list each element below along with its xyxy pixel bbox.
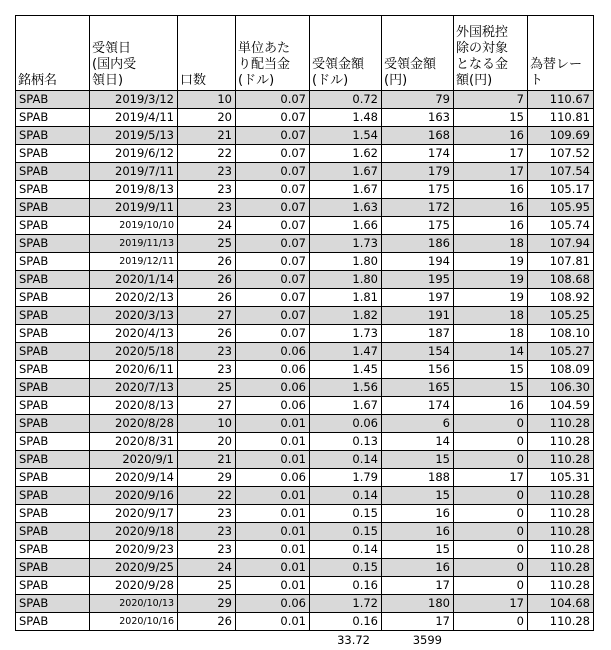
cell-received-date: 2020/5/18	[90, 343, 178, 361]
cell-units: 26	[178, 271, 236, 289]
cell-amount-usd: 1.72	[310, 595, 382, 613]
cell-dividend-per-unit-usd: 0.01	[236, 577, 310, 595]
cell-units: 20	[178, 109, 236, 127]
total-usd: 33.72	[337, 633, 370, 647]
cell-received-date: 2019/10/10	[90, 217, 178, 235]
cell-amount-jpy: 17	[382, 577, 454, 595]
cell-stock-name: SPAB	[16, 361, 90, 379]
cell-dividend-per-unit-usd: 0.01	[236, 523, 310, 541]
cell-amount-usd: 0.15	[310, 505, 382, 523]
cell-dividend-per-unit-usd: 0.06	[236, 343, 310, 361]
table-row	[16, 127, 594, 145]
table-row	[16, 469, 594, 487]
cell-received-date: 2020/8/28	[90, 415, 178, 433]
cell-foreign-tax-credit-jpy: 16	[454, 127, 528, 145]
cell-amount-jpy: 15	[382, 451, 454, 469]
cell-dividend-per-unit-usd: 0.07	[236, 145, 310, 163]
cell-dividend-per-unit-usd: 0.01	[236, 415, 310, 433]
cell-stock-name: SPAB	[16, 271, 90, 289]
cell-stock-name: SPAB	[16, 289, 90, 307]
cell-amount-jpy: 188	[382, 469, 454, 487]
cell-amount-jpy: 6	[382, 415, 454, 433]
cell-units: 25	[178, 235, 236, 253]
table-row	[16, 163, 594, 181]
cell-stock-name: SPAB	[16, 379, 90, 397]
cell-foreign-tax-credit-jpy: 0	[454, 505, 528, 523]
cell-units: 23	[178, 505, 236, 523]
cell-foreign-tax-credit-jpy: 0	[454, 523, 528, 541]
cell-units: 21	[178, 451, 236, 469]
cell-units: 26	[178, 613, 236, 631]
cell-exchange-rate: 110.67	[528, 91, 594, 109]
cell-exchange-rate: 105.17	[528, 181, 594, 199]
cell-amount-usd: 1.81	[310, 289, 382, 307]
cell-received-date: 2020/4/13	[90, 325, 178, 343]
cell-foreign-tax-credit-jpy: 0	[454, 415, 528, 433]
cell-amount-usd: 0.16	[310, 613, 382, 631]
cell-exchange-rate: 105.31	[528, 469, 594, 487]
cell-amount-jpy: 197	[382, 289, 454, 307]
table-row	[16, 613, 594, 631]
cell-dividend-per-unit-usd: 0.07	[236, 127, 310, 145]
cell-amount-usd: 1.82	[310, 307, 382, 325]
table-row	[16, 379, 594, 397]
cell-received-date: 2020/9/28	[90, 577, 178, 595]
cell-received-date: 2020/9/23	[90, 541, 178, 559]
cell-amount-jpy: 15	[382, 541, 454, 559]
cell-received-date: 2020/6/11	[90, 361, 178, 379]
cell-foreign-tax-credit-jpy: 15	[454, 361, 528, 379]
cell-amount-usd: 0.14	[310, 451, 382, 469]
cell-dividend-per-unit-usd: 0.07	[236, 235, 310, 253]
cell-amount-usd: 1.67	[310, 397, 382, 415]
cell-units: 23	[178, 361, 236, 379]
table-row	[16, 415, 594, 433]
cell-received-date: 2020/9/25	[90, 559, 178, 577]
cell-received-date: 2019/8/13	[90, 181, 178, 199]
cell-units: 24	[178, 217, 236, 235]
cell-foreign-tax-credit-jpy: 19	[454, 271, 528, 289]
cell-amount-usd: 1.54	[310, 127, 382, 145]
cell-received-date: 2020/7/13	[90, 379, 178, 397]
cell-amount-jpy: 79	[382, 91, 454, 109]
table-row	[16, 487, 594, 505]
table-row	[16, 361, 594, 379]
cell-received-date: 2020/10/16	[90, 613, 178, 631]
cell-stock-name: SPAB	[16, 145, 90, 163]
cell-foreign-tax-credit-jpy: 0	[454, 451, 528, 469]
table-row	[16, 235, 594, 253]
cell-stock-name: SPAB	[16, 487, 90, 505]
cell-exchange-rate: 110.28	[528, 505, 594, 523]
cell-amount-usd: 0.15	[310, 523, 382, 541]
cell-amount-jpy: 195	[382, 271, 454, 289]
cell-amount-jpy: 180	[382, 595, 454, 613]
table-row	[16, 145, 594, 163]
cell-units: 23	[178, 199, 236, 217]
table-row	[16, 577, 594, 595]
cell-received-date: 2019/5/13	[90, 127, 178, 145]
cell-received-date: 2020/3/13	[90, 307, 178, 325]
cell-foreign-tax-credit-jpy: 18	[454, 307, 528, 325]
cell-exchange-rate: 108.10	[528, 325, 594, 343]
cell-exchange-rate: 110.28	[528, 487, 594, 505]
cell-foreign-tax-credit-jpy: 0	[454, 613, 528, 631]
cell-amount-usd: 1.56	[310, 379, 382, 397]
cell-stock-name: SPAB	[16, 415, 90, 433]
cell-foreign-tax-credit-jpy: 0	[454, 433, 528, 451]
cell-dividend-per-unit-usd: 0.07	[236, 199, 310, 217]
table-row	[16, 109, 594, 127]
cell-dividend-per-unit-usd: 0.01	[236, 451, 310, 469]
table-row	[16, 559, 594, 577]
cell-dividend-per-unit-usd: 0.07	[236, 289, 310, 307]
cell-amount-jpy: 168	[382, 127, 454, 145]
cell-amount-jpy: 186	[382, 235, 454, 253]
cell-amount-usd: 1.67	[310, 163, 382, 181]
table-row	[16, 343, 594, 361]
cell-amount-usd: 1.47	[310, 343, 382, 361]
cell-amount-usd: 1.48	[310, 109, 382, 127]
dividend-table	[15, 15, 594, 631]
cell-units: 27	[178, 307, 236, 325]
cell-amount-usd: 0.13	[310, 433, 382, 451]
cell-units: 23	[178, 163, 236, 181]
cell-foreign-tax-credit-jpy: 19	[454, 289, 528, 307]
cell-foreign-tax-credit-jpy: 18	[454, 325, 528, 343]
cell-stock-name: SPAB	[16, 577, 90, 595]
cell-dividend-per-unit-usd: 0.06	[236, 379, 310, 397]
cell-amount-jpy: 163	[382, 109, 454, 127]
cell-exchange-rate: 110.28	[528, 577, 594, 595]
cell-foreign-tax-credit-jpy: 0	[454, 487, 528, 505]
cell-foreign-tax-credit-jpy: 15	[454, 109, 528, 127]
table-row	[16, 433, 594, 451]
cell-stock-name: SPAB	[16, 397, 90, 415]
cell-dividend-per-unit-usd: 0.07	[236, 109, 310, 127]
cell-dividend-per-unit-usd: 0.06	[236, 595, 310, 613]
cell-dividend-per-unit-usd: 0.01	[236, 613, 310, 631]
cell-exchange-rate: 108.92	[528, 289, 594, 307]
cell-received-date: 2019/4/11	[90, 109, 178, 127]
cell-dividend-per-unit-usd: 0.06	[236, 397, 310, 415]
cell-units: 10	[178, 91, 236, 109]
cell-dividend-per-unit-usd: 0.07	[236, 325, 310, 343]
cell-units: 26	[178, 289, 236, 307]
cell-exchange-rate: 107.54	[528, 163, 594, 181]
table-row	[16, 523, 594, 541]
cell-foreign-tax-credit-jpy: 18	[454, 235, 528, 253]
cell-amount-jpy: 14	[382, 433, 454, 451]
cell-units: 21	[178, 127, 236, 145]
cell-amount-usd: 1.45	[310, 361, 382, 379]
cell-exchange-rate: 110.28	[528, 613, 594, 631]
header-row	[16, 16, 594, 91]
table-row	[16, 271, 594, 289]
table-row	[16, 541, 594, 559]
cell-units: 27	[178, 397, 236, 415]
cell-foreign-tax-credit-jpy: 16	[454, 199, 528, 217]
cell-amount-jpy: 165	[382, 379, 454, 397]
cell-received-date: 2019/9/11	[90, 199, 178, 217]
cell-dividend-per-unit-usd: 0.06	[236, 469, 310, 487]
cell-exchange-rate: 109.69	[528, 127, 594, 145]
cell-amount-usd: 1.63	[310, 199, 382, 217]
cell-foreign-tax-credit-jpy: 15	[454, 379, 528, 397]
cell-received-date: 2019/12/11	[90, 253, 178, 271]
cell-amount-usd: 1.66	[310, 217, 382, 235]
cell-stock-name: SPAB	[16, 595, 90, 613]
cell-stock-name: SPAB	[16, 253, 90, 271]
cell-foreign-tax-credit-jpy: 7	[454, 91, 528, 109]
cell-dividend-per-unit-usd: 0.01	[236, 541, 310, 559]
cell-received-date: 2020/10/13	[90, 595, 178, 613]
cell-foreign-tax-credit-jpy: 19	[454, 253, 528, 271]
cell-amount-usd: 0.06	[310, 415, 382, 433]
header-units: 口数	[178, 16, 236, 91]
cell-amount-jpy: 179	[382, 163, 454, 181]
cell-dividend-per-unit-usd: 0.06	[236, 361, 310, 379]
cell-exchange-rate: 110.28	[528, 541, 594, 559]
cell-dividend-per-unit-usd: 0.07	[236, 271, 310, 289]
cell-units: 10	[178, 415, 236, 433]
cell-amount-jpy: 16	[382, 559, 454, 577]
cell-foreign-tax-credit-jpy: 17	[454, 595, 528, 613]
cell-amount-usd: 0.14	[310, 541, 382, 559]
cell-stock-name: SPAB	[16, 451, 90, 469]
cell-dividend-per-unit-usd: 0.07	[236, 163, 310, 181]
cell-exchange-rate: 104.68	[528, 595, 594, 613]
cell-stock-name: SPAB	[16, 217, 90, 235]
cell-exchange-rate: 105.25	[528, 307, 594, 325]
cell-amount-jpy: 194	[382, 253, 454, 271]
cell-received-date: 2020/9/18	[90, 523, 178, 541]
cell-dividend-per-unit-usd: 0.07	[236, 307, 310, 325]
cell-amount-usd: 0.14	[310, 487, 382, 505]
cell-dividend-per-unit-usd: 0.07	[236, 217, 310, 235]
cell-amount-jpy: 175	[382, 217, 454, 235]
cell-stock-name: SPAB	[16, 181, 90, 199]
cell-amount-usd: 1.73	[310, 325, 382, 343]
cell-received-date: 2020/1/14	[90, 271, 178, 289]
header-amount-usd: 受領金額 (ドル)	[310, 16, 382, 91]
cell-units: 22	[178, 145, 236, 163]
cell-received-date: 2019/6/12	[90, 145, 178, 163]
cell-stock-name: SPAB	[16, 91, 90, 109]
cell-foreign-tax-credit-jpy: 16	[454, 181, 528, 199]
cell-received-date: 2020/9/14	[90, 469, 178, 487]
table-row	[16, 217, 594, 235]
table-row	[16, 289, 594, 307]
table-row	[16, 91, 594, 109]
cell-exchange-rate: 105.95	[528, 199, 594, 217]
header-dividend-per-unit-usd: 単位あた り配当金 (ドル)	[236, 16, 310, 91]
cell-amount-usd: 1.79	[310, 469, 382, 487]
cell-exchange-rate: 104.59	[528, 397, 594, 415]
cell-amount-jpy: 174	[382, 145, 454, 163]
cell-received-date: 2020/9/1	[90, 451, 178, 469]
cell-stock-name: SPAB	[16, 163, 90, 181]
cell-foreign-tax-credit-jpy: 17	[454, 469, 528, 487]
cell-stock-name: SPAB	[16, 235, 90, 253]
cell-received-date: 2019/7/11	[90, 163, 178, 181]
table-row	[16, 253, 594, 271]
cell-units: 20	[178, 433, 236, 451]
cell-received-date: 2019/11/13	[90, 235, 178, 253]
cell-stock-name: SPAB	[16, 505, 90, 523]
cell-dividend-per-unit-usd: 0.01	[236, 487, 310, 505]
cell-stock-name: SPAB	[16, 469, 90, 487]
cell-received-date: 2020/9/16	[90, 487, 178, 505]
cell-amount-jpy: 174	[382, 397, 454, 415]
cell-received-date: 2020/2/13	[90, 289, 178, 307]
cell-amount-jpy: 175	[382, 181, 454, 199]
cell-units: 25	[178, 577, 236, 595]
cell-amount-usd: 0.15	[310, 559, 382, 577]
cell-stock-name: SPAB	[16, 559, 90, 577]
cell-amount-jpy: 187	[382, 325, 454, 343]
cell-dividend-per-unit-usd: 0.07	[236, 91, 310, 109]
cell-units: 24	[178, 559, 236, 577]
table-row	[16, 505, 594, 523]
header-exchange-rate: 為替レート	[528, 16, 594, 91]
cell-exchange-rate: 110.28	[528, 451, 594, 469]
cell-received-date: 2020/8/31	[90, 433, 178, 451]
table-row	[16, 307, 594, 325]
cell-amount-jpy: 154	[382, 343, 454, 361]
cell-foreign-tax-credit-jpy: 0	[454, 559, 528, 577]
cell-stock-name: SPAB	[16, 307, 90, 325]
table-row	[16, 397, 594, 415]
header-amount-jpy: 受領金額 (円)	[382, 16, 454, 91]
cell-units: 26	[178, 253, 236, 271]
cell-dividend-per-unit-usd: 0.07	[236, 253, 310, 271]
cell-exchange-rate: 107.81	[528, 253, 594, 271]
cell-amount-usd: 1.67	[310, 181, 382, 199]
cell-units: 22	[178, 487, 236, 505]
cell-amount-usd: 1.73	[310, 235, 382, 253]
cell-foreign-tax-credit-jpy: 17	[454, 163, 528, 181]
cell-exchange-rate: 110.81	[528, 109, 594, 127]
table-row	[16, 199, 594, 217]
cell-amount-jpy: 16	[382, 505, 454, 523]
cell-stock-name: SPAB	[16, 199, 90, 217]
cell-stock-name: SPAB	[16, 613, 90, 631]
cell-dividend-per-unit-usd: 0.01	[236, 559, 310, 577]
cell-amount-jpy: 16	[382, 523, 454, 541]
cell-exchange-rate: 105.27	[528, 343, 594, 361]
cell-amount-usd: 0.72	[310, 91, 382, 109]
cell-received-date: 2020/9/17	[90, 505, 178, 523]
cell-stock-name: SPAB	[16, 343, 90, 361]
cell-exchange-rate: 105.74	[528, 217, 594, 235]
cell-exchange-rate: 108.09	[528, 361, 594, 379]
cell-amount-usd: 1.80	[310, 271, 382, 289]
cell-dividend-per-unit-usd: 0.01	[236, 505, 310, 523]
cell-received-date: 2020/8/13	[90, 397, 178, 415]
cell-received-date: 2019/3/12	[90, 91, 178, 109]
cell-exchange-rate: 110.28	[528, 415, 594, 433]
cell-exchange-rate: 110.28	[528, 433, 594, 451]
cell-amount-jpy: 15	[382, 487, 454, 505]
header-received-date: 受領日 (国内受 領日)	[90, 16, 178, 91]
cell-units: 25	[178, 379, 236, 397]
cell-amount-usd: 1.62	[310, 145, 382, 163]
cell-exchange-rate: 110.28	[528, 523, 594, 541]
cell-exchange-rate: 107.52	[528, 145, 594, 163]
cell-foreign-tax-credit-jpy: 16	[454, 397, 528, 415]
cell-units: 29	[178, 469, 236, 487]
cell-units: 26	[178, 325, 236, 343]
cell-exchange-rate: 110.28	[528, 559, 594, 577]
cell-amount-jpy: 172	[382, 199, 454, 217]
cell-units: 23	[178, 541, 236, 559]
cell-foreign-tax-credit-jpy: 0	[454, 577, 528, 595]
cell-exchange-rate: 108.68	[528, 271, 594, 289]
cell-foreign-tax-credit-jpy: 16	[454, 217, 528, 235]
cell-foreign-tax-credit-jpy: 0	[454, 541, 528, 559]
header-foreign-tax-credit-jpy: 外国税控 除の対象 となる金 額(円)	[454, 16, 528, 91]
table-row	[16, 595, 594, 613]
cell-units: 29	[178, 595, 236, 613]
table-row	[16, 325, 594, 343]
cell-dividend-per-unit-usd: 0.07	[236, 181, 310, 199]
table-row	[16, 181, 594, 199]
cell-exchange-rate: 107.94	[528, 235, 594, 253]
cell-amount-jpy: 156	[382, 361, 454, 379]
cell-amount-usd: 1.80	[310, 253, 382, 271]
cell-stock-name: SPAB	[16, 433, 90, 451]
header-stock-name: 銘柄名	[16, 16, 90, 91]
table-row	[16, 451, 594, 469]
cell-amount-jpy: 191	[382, 307, 454, 325]
cell-units: 23	[178, 523, 236, 541]
cell-stock-name: SPAB	[16, 127, 90, 145]
total-jpy: 3599	[412, 633, 442, 647]
cell-units: 23	[178, 181, 236, 199]
cell-exchange-rate: 106.30	[528, 379, 594, 397]
cell-amount-usd: 0.16	[310, 577, 382, 595]
cell-dividend-per-unit-usd: 0.01	[236, 433, 310, 451]
cell-stock-name: SPAB	[16, 325, 90, 343]
cell-stock-name: SPAB	[16, 523, 90, 541]
cell-stock-name: SPAB	[16, 541, 90, 559]
cell-units: 23	[178, 343, 236, 361]
cell-stock-name: SPAB	[16, 109, 90, 127]
cell-foreign-tax-credit-jpy: 14	[454, 343, 528, 361]
cell-amount-jpy: 17	[382, 613, 454, 631]
cell-foreign-tax-credit-jpy: 17	[454, 145, 528, 163]
